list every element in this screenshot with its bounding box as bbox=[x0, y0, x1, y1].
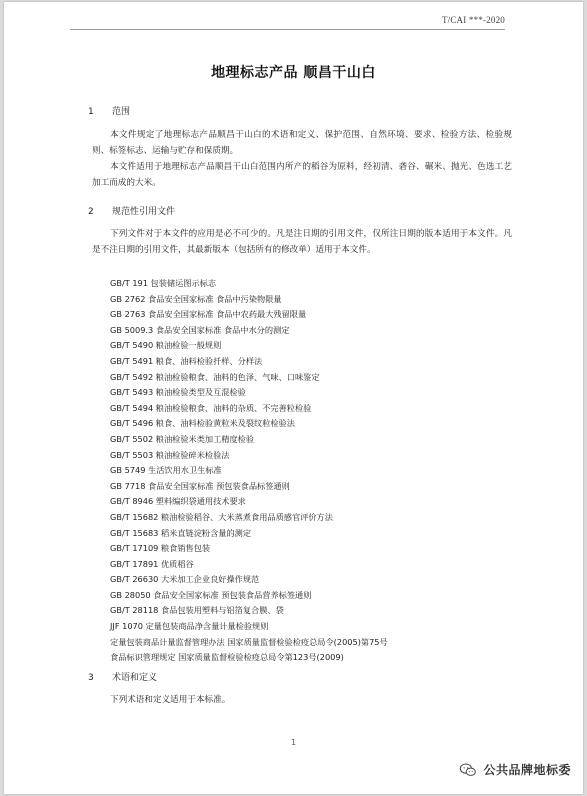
watermark bbox=[459, 761, 571, 778]
scope-paragraph: 本文件规定了地理标志产品顺昌干山白的术语和定义、保护范围、自然环境、要求、检验方法、检验规则、标签标志、运输与贮存和保质期。 bbox=[92, 130, 512, 156]
section-number: 1 bbox=[88, 107, 94, 117]
standard-code: T/CAI ***-2020 bbox=[441, 15, 505, 25]
reference-item: GB/T 5490 粮油检验一般规则 bbox=[110, 340, 222, 351]
reference-item: GB/T 15682 粮油检验稻谷、大米蒸煮食用品质感官评价方法 bbox=[110, 511, 333, 522]
watermark-text: 公共品牌地标委 bbox=[483, 763, 571, 777]
terms-paragraph: 下列术语和定义适用于本标准。 bbox=[110, 695, 231, 705]
reference-item: GB/T 5502 粮油检验米类加工精度检验 bbox=[110, 433, 255, 444]
reference-item: GB/T 17109 粮食销售包装 bbox=[110, 543, 211, 554]
reference-item: GB/T 15683 稻米直链淀粉含量的测定 bbox=[110, 527, 252, 538]
scope-applicability-paragraph: 本文件适用于地理标志产品顺昌干山白范围内所产的稻谷为原料，经初清、砻谷、碾米、抛光、色选工艺加工而成的大米。 bbox=[92, 162, 512, 188]
reference-item: GB/T 5494 粮油检验粮食、油料的杂质、不完善粒检验 bbox=[110, 402, 312, 413]
section-heading-scope bbox=[88, 104, 130, 117]
reference-list bbox=[110, 276, 388, 666]
section-title: 术语和定义 bbox=[112, 673, 158, 683]
reference-item: GB/T 5496 粮食、油料检验黄粒米及裂纹粒检验法 bbox=[110, 418, 295, 429]
reference-item: GB 5009.3 食品安全国家标准 食品中水分的测定 bbox=[110, 324, 290, 335]
section-heading-terms bbox=[88, 670, 157, 683]
section-number: 3 bbox=[88, 673, 94, 683]
section-title: 规范性引用文件 bbox=[112, 207, 176, 217]
reference-item: GB 28050 食品安全国家标准 预包装食品营养标签通则 bbox=[110, 589, 312, 600]
reference-item: 食品标识管理规定 国家质量监督检验检疫总局令第123号(2009) bbox=[110, 652, 344, 663]
reference-item: GB 2763 食品安全国家标准 食品中农药最大残留限量 bbox=[110, 309, 307, 320]
reference-item: JJF 1070 定量包装商品净含量计量检验规则 bbox=[110, 621, 269, 632]
reference-item: GB/T 5493 粮油检验类型及互混检验 bbox=[110, 387, 246, 398]
reference-item: 定量包装商品计量监督管理办法 国家质量监督检验检疫总局令(2005)第75号 bbox=[110, 636, 388, 647]
reference-item: GB/T 191 包装储运图示标志 bbox=[110, 278, 217, 288]
reference-item: GB/T 8946 塑料编织袋通用技术要求 bbox=[110, 496, 246, 507]
section-heading-normative-references bbox=[88, 204, 175, 217]
reference-item: GB/T 26630 大米加工企业良好操作规范 bbox=[110, 574, 260, 585]
reference-item: GB 7718 食品安全国家标准 预包装食品标签通则 bbox=[110, 480, 290, 491]
reference-item: GB/T 28118 食品包装用塑料与铝箔复合膜、袋 bbox=[110, 605, 284, 616]
reference-item: GB/T 17891 优质稻谷 bbox=[110, 558, 194, 569]
header-rule bbox=[70, 29, 505, 30]
wechat-icon bbox=[459, 763, 477, 777]
references-intro-paragraph: 下列文件对于本文件的应用是必不可少的。凡是注日期的引用文件，仅所注日期的版本适用于本文件。凡是不注日期的引用文件，其最新版本（包括所有的修改单）适用于本文件。 bbox=[92, 229, 512, 255]
section-title: 范围 bbox=[112, 107, 131, 117]
document-page bbox=[4, 2, 583, 794]
reference-item: GB/T 5491 粮食、油料检验扦样、分样法 bbox=[110, 355, 263, 366]
section-number: 2 bbox=[88, 207, 94, 217]
reference-item: GB/T 5492 粮油检验粮食、油料的色泽、气味、口味鉴定 bbox=[110, 371, 320, 382]
reference-item: GB 5749 生活饮用水卫生标准 bbox=[110, 465, 222, 476]
document-title: 地理标志产品 顺昌干山白 bbox=[211, 65, 376, 81]
reference-item: GB/T 5503 粮油检验碎米检验法 bbox=[110, 449, 230, 460]
page-number: 1 bbox=[290, 738, 297, 747]
reference-item: GB 2762 食品安全国家标准 食品中污染物限量 bbox=[110, 293, 282, 304]
